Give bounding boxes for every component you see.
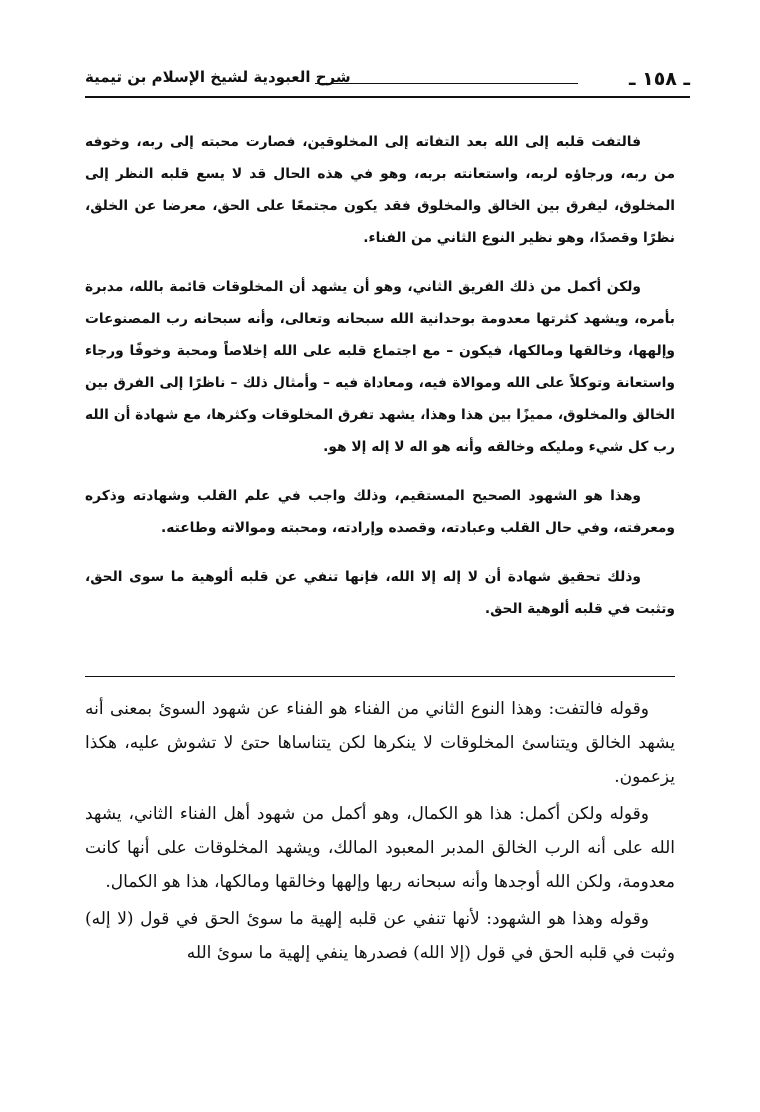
header-rule (315, 83, 578, 84)
commentary-text (85, 692, 675, 973)
commentary-paragraph: وقوله فالتفت: وهذا النوع الثاني من الفناء هو الفناء عن شهود السوئ بمعنى أنه يشهد الخالق ويتناسئ المخلوقات لا ينكرها لكن يتناساها حتئ لا تشوش عليه، هكذا يزعمون. (85, 699, 675, 787)
quoted-text (85, 126, 675, 642)
book-title: شرح العبودية لشيخ الإسلام بن تيمية (85, 68, 351, 86)
matn-paragraph: وهذا هو الشهود الصحيح المستقيم، وذلك واجب في علم القلب وشهادته وذكره ومعرفته، وفي حال القلب وعبادته، وقصده وإرادته، ومحبته وموالاته وطاعته. (85, 488, 675, 536)
matn-paragraph: ولكن أكمل من ذلك الفريق الثاني، وهو أن يشهد أن المخلوقات قائمة بالله، مدبرة بأمره، ويشهد كثرتها معدومة بوحدانية الله سبحانه وتعالى، وأنه سبحانه رب المصنوعات وإلهها، وخالقها ومالكها، فيكون – مع اجتماع قلبه على الله إخلاصاً ومحبة وخوفًا ورجاء واستعانة وتوكلاً على الله وموالاة فيه، ومعاداة فيه – وأمثال ذلك – ناظرًا إلى الفرق بين الخالق والمخلوق، مميزًا بين هذا وهذا، يشهد تفرق المخلوقات وكثرها، مع شهادة أن الله رب كل شيء ومليكه وخالقه وأنه هو اله لا إله إلا هو. (85, 279, 675, 455)
page-number: ـ ١٥٨ ـ (628, 68, 690, 90)
matn-paragraph: وذلك تحقيق شهادة أن لا إله إلا الله، فإنها تنفي عن قلبه ألوهية ما سوى الحق، وتثبت في قلبه ألوهية الحق. (85, 569, 675, 617)
matn-paragraph: فالتفت قلبه إلى الله بعد التفاته إلى المخلوقين، فصارت محبته إلى ربه، وخوفه من ربه، ورجاؤه لربه، واستعانته بربه، وهو في هذه الحال قد لا يسع قلبه النظر إلى المخلوق، ليفرق بين الخالق والمخلوق فقد يكون مجتمعًا على الحق، معرضا عن الخلق، نظرًا وقصدًا، وهو نظير النوع الثاني من الفناء. (85, 134, 675, 246)
running-header (85, 66, 690, 98)
commentary-paragraph: وقوله وهذا هو الشهود: لأنها تنفي عن قلبه إلهية ما سوئ الحق في قول (لا إله) وثبت في قلبه الحق في قول (إلا الله) فصدرها ينفي إلهية ما سوئ الله (85, 909, 675, 963)
section-separator (85, 676, 675, 677)
commentary-paragraph: وقوله ولكن أكمل: هذا هو الكمال، وهو أكمل من شهود أهل الفناء الثاني، يشهد الله على أنه الرب الخالق المدبر المعبود المالك، ويشهد المخلوقات على أنها كانت معدومة، ولكن الله أوجدها وأنه سبحانه ربها وإلهها وخالقها ومالكها، هذا هو الكمال. (85, 804, 675, 892)
